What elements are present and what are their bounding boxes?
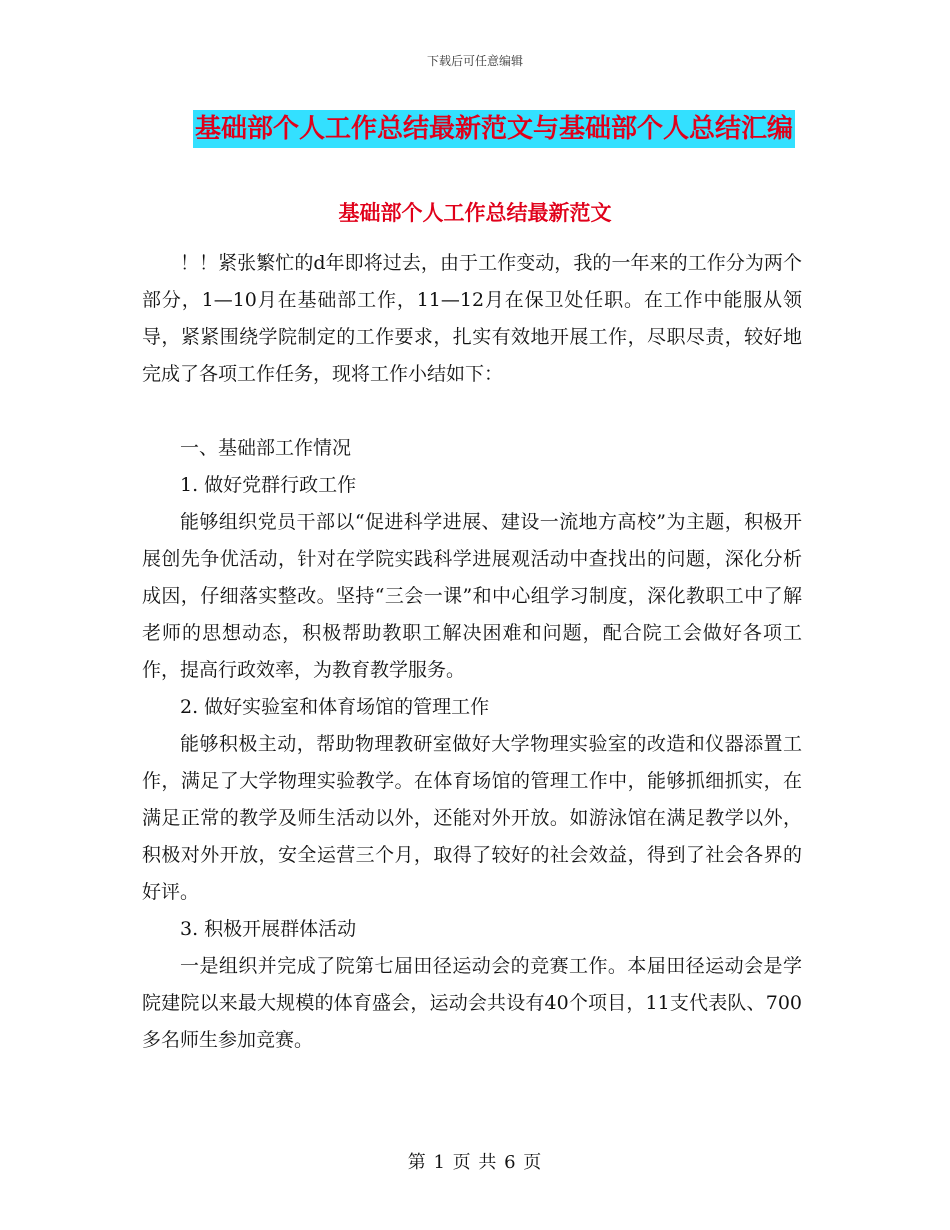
intro-paragraph: ！！紧张繁忙的d年即将过去，由于工作变动，我的一年来的工作分为两个部分，1—10月在基础部工作，11—12月在保卫处任职。在工作中能服从领导，紧紧围绕学院制定的工作要求，扎实有效地开展工作，尽职尽责，较好地完成了各项工作任务，现将工作小结如下：: [142, 252, 802, 385]
item-paragraph: 能够积极主动，帮助物理教研室做好大学物理实验室的改造和仪器添置工作，满足了大学物理实验教学。在体育场馆的管理工作中，能够抓细抓实，在满足正常的教学及师生活动以外，还能对外开放。如游泳馆在满足教学以外，积极对外开放，安全运营三个月，取得了较好的社会效益，得到了社会各界的好评。: [142, 733, 802, 903]
item-paragraph: 一是组织并完成了院第七届田径运动会的竞赛工作。本届田径运动会是学院建院以来最大规模的体育盛会，运动会共设有40个项目，11支代表队、700多名师生参加竞赛。: [142, 955, 802, 1051]
page-footer: 第 1 页 共 6 页: [407, 1152, 543, 1173]
item-paragraph: 能够组织党员干部以“促进科学进展、建设一流地方高校”为主题，积极开展创先争优活动，针对在学院实践科学进展观活动中查找出的问题，深化分析成因，仔细落实整改。坚持“三会一课”和中心组学习制度，深化教职工中了解老师的思想动态，积极帮助教职工解决困难和问题，配合院工会做好各项工作，提高行政效率，为教育教学服务。: [142, 511, 802, 681]
document-main-title: 基础部个人工作总结最新范文与基础部个人总结汇编: [193, 110, 795, 148]
item-heading: 3. 积极开展群体活动: [180, 918, 357, 940]
document-body: [142, 245, 802, 1059]
section-heading: 一、基础部工作情况: [180, 437, 352, 459]
item-heading: 2. 做好实验室和体育场馆的管理工作: [180, 696, 490, 718]
paragraph-gap: [142, 393, 802, 430]
header-note: 下载后可任意编辑: [426, 54, 523, 68]
document-sub-title: 基础部个人工作总结最新范文: [338, 201, 612, 225]
item-heading: 1. 做好党群行政工作: [180, 474, 357, 496]
